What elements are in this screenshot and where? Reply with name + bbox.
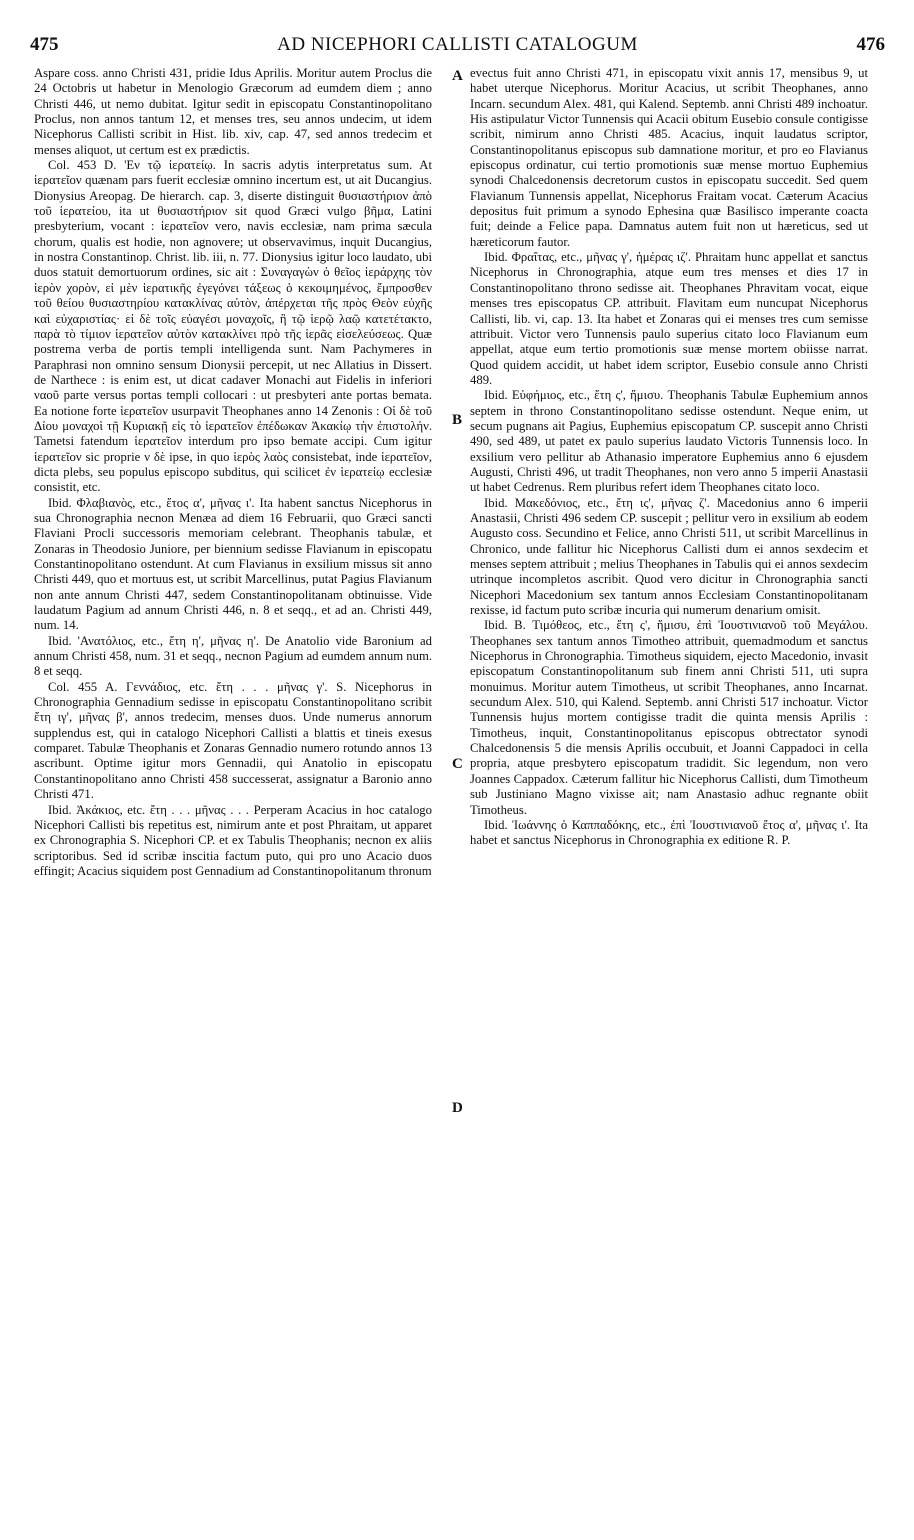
left-column — [34, 66, 432, 1521]
page-number-right: 476 — [856, 34, 885, 55]
section-marker-a: A — [452, 68, 463, 84]
paragraph: Ibid. Φραΐτας, etc., μῆνας γ', ἡμέρας ιζ'. Phraitam hunc appellat et sanctus Nicephorus in Chronographia, atque eum tres menses et dies 17 in Constantinopolitano throno sedisse ait. Theophanes Phravitam vocat, eique menses tres episcopatus CP. attribuit. Flavitam eum nuncupat Nicephorus Callisti, lib. vi, cap. 13. Ita habet et Zonaras qui ei menses tres cum semisse attribuit. Victor vero Tunnensis paulo superius citato loco Flavianum eum appellat, atque eum tertio promotionis suæ mense mortem obiisse narrat. Quod quidem accidit, ut habet idem scriptor, Eusebio consule anno Christi 489. — [470, 250, 868, 387]
paragraph: Col. 455 A. Γεννάδιος, etc. ἔτη . . . μῆνας γ'. S. Nicephorus in Chronographia Gennadium sedisse in episcopatu Constantinopolitano scribit ἔτη ιγ', μῆνας β', annos tredecim, menses duos. Unde numerus annorum supplendus est, qui in catalogo Nicephori Callisti a blattis et tineis exesus comparet. Tabulæ Theophanis et Zonaras Gennadio numero rotundo annos 13 ascribunt. Optime igitur mors Gennadii, qui Anatolio in episcopatu Constantinopolitano anno Christi 458 successerat, assignatur a Baronio anno Christi 471. — [34, 679, 432, 802]
page-number-left: 475 — [30, 34, 59, 55]
paragraph: Ibid. Εὐφήμιος, etc., ἔτη ς', ἥμισυ. Theophanis Tabulæ Euphemium annos septem in throno Constantinopolitano sedisse ostendunt. Neque enim, ut secum pugnans ait Pagius, Euphemius episcopatum CP. suscepit anno Christi 490, sed 489, ut patet ex paulo superius laudato Victoris Tunnensis loco. In exsilium vero pellitur ab Athanasio imperatore Euphemius anno 6 ejusdem Augusti, Christi 496, ut tradit Theophanes, non vero anno 5 imperii Anastasii ut habet Cedrenus. Rem pluribus refert idem Theophanes citato loco. — [470, 388, 868, 495]
running-title: AD NICEPHORI CALLISTI CATALOGUM — [277, 34, 638, 55]
page-header — [30, 30, 885, 64]
right-column — [470, 66, 868, 1521]
paragraph: evectus fuit anno Christi 471, in episcopatu vixit annis 17, mensibus 9, ut habet uterque Nicephorus. Moritur Acacius, ut scribit Theophanes, anno Incarn. secundum Alex. 481, qui Kalend. Septemb. anni Christi 489 inchoatur. His astipulatur Victor Tunnensis qui Acacii obitum Eusebio consule contigisse scribit, nimirum anno Christi 485. Acacius, inquit laudatus scriptor, Constantinopolitanus episcopus sub damnatione moritur, et pro eo Flavianus episcopus ordinatur, cui tertio promotionis suæ mense mortuo Euphemius synodi Chalcedonensis decretorum custos in episcopatu succedit. Sed quem Flavianum Tunnensis appellat, Nicephorus Fraitam vocat. Cæterum Acacius depositus fuit primum a synodo Ephesina quæ Basilisco imperante coacta fuit; deinde a Felice papa. Damnatus autem fuit non ut hæreticus, sed ut hæreticorum fautor. — [470, 66, 868, 249]
paragraph: Ibid. B. Τιμόθεος, etc., ἔτη ς', ἥμισυ, ἐπὶ Ἰουστινιανοῦ τοῦ Μεγάλου. Theophanes sex tantum annos Timotheo attribuit, quemadmodum et sanctus Nicephorus in Chronographia. Timotheus siquidem, ejecto Macedonio, invasit episcopatum Constantinopolitanum sub finem anni Christi 511, uti supra monuimus. Moritur autem Timotheus, ut scribit Theophanes, anno Incarnat. secundum Alex. 510, qui Kalend. Septemb. anni Christi 517 inchoatur. Victor Tunnensis hujus mortem contigisse tradit die quinta mensis Aprilis : Timotheus, inquit, Constantinopolitanus episcopus obtrectator synodi Chalcedonensis 5 die mensis Aprilis occubuit, et Joanni Cappadoci in cella propria, atque presbytero episcopatum tradidit. Sic legendum, non vero Joannes Cappadox. Cæterum fallitur hic Nicephorus Callisti, dum Timotheum sub Justiniano Magno vixisse ait; nam Anastasio adhuc regnante obiit Timotheus. — [470, 618, 868, 817]
paragraph: Aspare coss. anno Christi 431, pridie Idus Aprilis. Moritur autem Proclus die 24 Octobris ut habetur in Menologio Græcorum ad eumdem diem ; anno Christi 446, ut nemo dubitat. Igitur sedit in episcopatu Constantinopolitano Proclus, non annos tantum 12, et menses tres, seu annos undecim, ut idem Nicephorus Callisti scribit in Hist. lib. xiv, cap. 47, sed annos tredecim et menses aliquot, ut certum est ex prædictis. — [34, 66, 432, 157]
paragraph: Ibid. Μακεδόνιος, etc., ἔτη ις', μῆνας ζ'. Macedonius anno 6 imperii Anastasii, Christi 496 sedem CP. suscepit ; pellitur vero in exsilium ab eodem Augusto coss. Secundino et Felice, anno Christi 511, ut scribit Marcellinus in Chronico, unde fallitur hic Nicephorus Callisti dum ei annos sexdecim et menses septem attribuit ; melius Theophanes in Tabulis qui ei annos sexdecim utrinque incompletos ascribit. Quod vero dicitur in Chronographia sancti Nicephori Macedonium sex tantum annos Ecclesiam Constantinopolitanam rexisse, id factum puto scribæ incuria qui numerum denarium omisit. — [470, 495, 868, 618]
section-marker-c: C — [452, 756, 463, 772]
paragraph: Col. 453 D. 'Εν τῷ ἱερατείῳ. In sacris adytis interpretatus sum. At ἱερατεῖον quænam pars fuerit ecclesiæ omnino incertum est, ut ait Ducangius. Dionysius Areopag. De hierarch. cap. 3, diserte distinguit θυσιαστήριον ἀπὸ τοῦ ἱερατείου, ita ut θυσιαστήριον sit quod Græci vulgo βῆμα, Latini presbyterium, vocant : ἱερατεῖον vero, navis ecclesiæ, nam prima sæcula chorum, qualis est hodie, non agnovere; ut observavimus, inquit Ducangius, in nostra Constantinop. Christ. lib. iii, n. 77. Dionysius igitur loco laudato, ubi duos statuit demortuorum ordines, sic ait : Συναγαγὼν ὁ θεῖος ἱεράρχης τὸν ἱερὸν χορὸν, εἰ μὲν ἱερατικῆς ἐγεγόνει τάξεως ὁ κεκοιμημένος, ἔμπροσθεν τοῦ θείου θυσιαστηρίου κατακλίνας αὐτὸν, ἀπέρχεται τῆς πρὸς Θεὸν εὐχῆς καὶ εὐχαριστίας· εἰ δὲ τοῖς εὐαγέσι μοναχοῖς, ἢ τῷ ἱερῷ λαῷ κατετέτακτο, παρὰ τὸ τίμιον ἱερατεῖον αὐτὸν κατακλίνει πρὸ τῆς ἱερᾶς εἰσελεύσεως. Quæ postrema verba de portis templi intelligenda sunt. Nam Pachymeres in Paraphrasi non omnino sensum Dionysii percepit, ut nec Allatius in Dissert. de Narthece : is enim est, ut dicat cadaver Monachi aut Fidelis in inferiori ναοῦ parte versus portas templi collocari : ut presbyteri ante portas bemata. Ea notione forte ἱερατεῖον usurpavit Theophanes anno 14 Zenonis : Οἱ δὲ τοῦ Δίου μοναχοὶ τῇ Κυριακῇ εἰς τὸ ἱερατεῖον ἐπέδωκαν Ἀκακίῳ τὴν ἐπιστολήν. Tametsi fatendum ἱερατεῖον interdum pro ipso bemate accipi. Cum igitur ἱερατεῖον sic proprie ν δὲ ipse, in quo ἱερὸς λαὸς consistebat, inde ἱερατεῖον, dicta plebs, seu populus episcopo subditus, qui scilicet ἐν ἱερατείῳ ecclesiæ consistit, etc. — [34, 158, 432, 495]
paragraph: Ibid. Ἰωάννης ὁ Καππαδόκης, etc., ἐπὶ Ἰουστινιανοῦ ἔτος α', μῆνας ι'. Ita habet et sanctus Nicephorus in Chronographia ex editione R. P. — [470, 817, 868, 848]
paragraph: Ibid. 'Ανατόλιος, etc., ἔτη η', μῆνας η'. De Anatolio vide Baronium ad annum Christi 458, num. 31 et seqq., necnon Pagium ad eumdem annum num. 8 et seqq. — [34, 633, 432, 679]
paragraph: Ibid. Ἀκάκιος, etc. ἔτη . . . μῆνας . . . Perperam Acacius in hoc catalogo Nicephori Callisti bis repetitus est, nimirum ante et post Phraitam, ut apparet ex Chronographia S. Nicephori CP. et ex Tabulis Theophanis; necnon ex aliis scriptoribus. Sed id scribæ inscitia factum puto, qui pro uno Acacio duos effingit; Acacius siquidem post Gennadium ad Constantinopolitanum thronum — [34, 802, 432, 878]
section-marker-d: D — [452, 1100, 463, 1116]
paragraph: Ibid. Φλαβιανὸς, etc., ἔτος α', μῆνας ι'. Ita habent sanctus Nicephorus in sua Chronographia necnon Menæa ad diem 16 Februarii, quo Græci sancti Flaviani Procli successoris memoriam celebrant. Theophanis tabulæ, et Zonaras in Theodosio Juniore, per biennium sedisse Flavianum in episcopatu Constantinopolitano ostendunt. At cum Flavianus in exsilium missus sit anno Christi 449, quo et mortuus est, ut scribit Marcellinus, putat Pagius Flavianum non ante annum Christi 447, sedem Constantinopolitanam obtinuisse. Vide laudatum Pagium ad annum Christi 446, n. 8 et seqq., et ad an. Christi 449, num. 14. — [34, 495, 432, 633]
section-marker-b: B — [452, 412, 463, 428]
